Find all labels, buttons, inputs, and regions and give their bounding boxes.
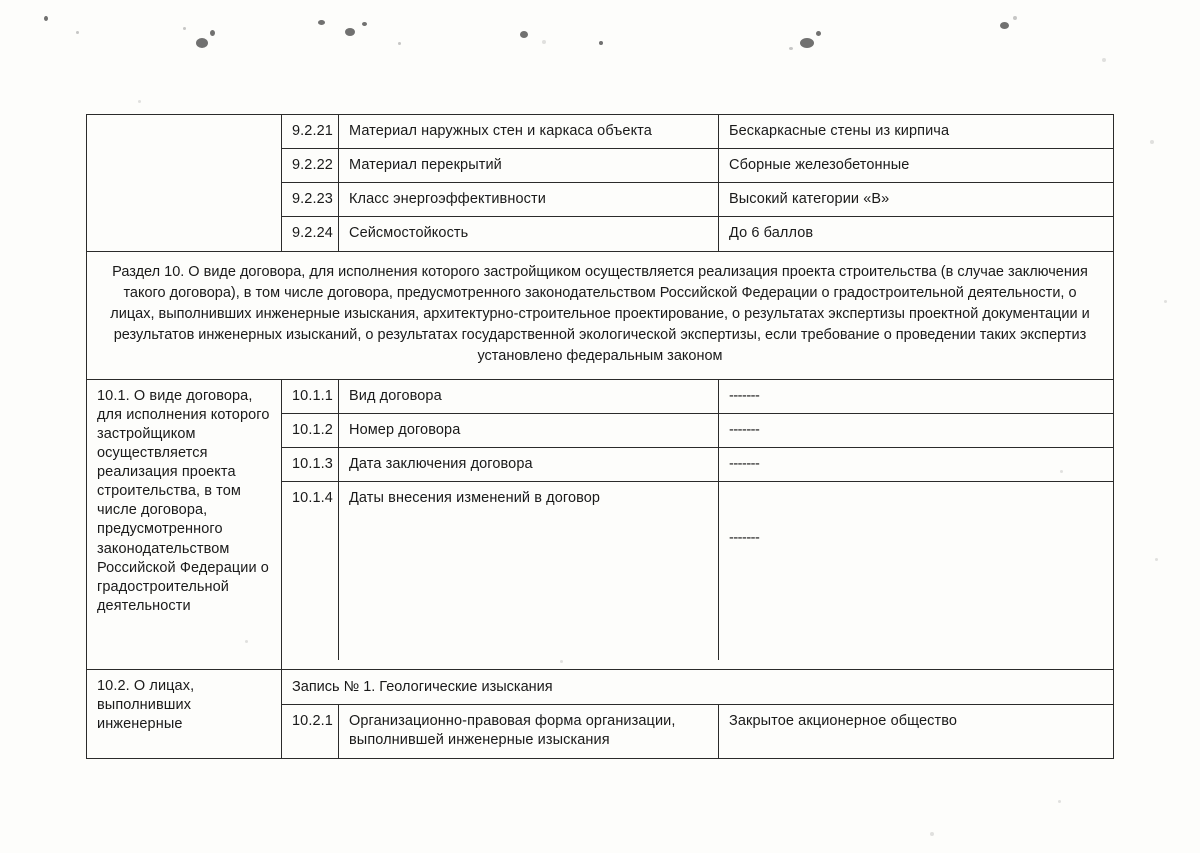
scan-speck	[1000, 22, 1009, 29]
row-name: Сейсмостойкость	[339, 217, 719, 250]
table-block-10-1	[87, 380, 1113, 670]
record-title: Запись № 1. Геологические изыскания	[292, 678, 553, 695]
block-10-2-label: 10.2. О лицах, выполнивших инженерные	[87, 670, 282, 758]
row-value: Высокий категории «В»	[729, 191, 890, 208]
table-row	[282, 448, 1113, 482]
scan-speck	[930, 832, 934, 836]
scan-speck	[138, 100, 141, 103]
scan-speck	[345, 28, 355, 36]
row-code: 10.1.4	[282, 482, 339, 660]
block-10-1-label: 10.1. О виде договора, для исполнения которого застройщиком осуществляется реализация проекта строительства, в том числе договора, предусмотренного законодательством Российской Федерации о градостроительной деятельности	[87, 380, 282, 669]
scan-speck	[1102, 58, 1106, 62]
row-code: 10.1.1	[282, 380, 339, 413]
scan-speck	[1150, 140, 1154, 144]
row-name: Материал наружных стен и каркаса объекта	[339, 115, 719, 148]
table-block-10-2	[87, 670, 1113, 759]
row-code: 9.2.22	[282, 149, 339, 182]
scan-speck	[1155, 558, 1158, 561]
row-value: -------	[729, 387, 760, 404]
scan-speck	[1164, 300, 1167, 303]
scan-speck	[1058, 800, 1061, 803]
table-row	[282, 414, 1113, 448]
row-name: Номер договора	[339, 414, 719, 447]
scan-speck	[210, 30, 215, 36]
record-title-row	[282, 670, 1113, 705]
row-value: Закрытое акционерное общество	[729, 712, 958, 729]
scan-speck	[599, 41, 603, 45]
table-row	[282, 217, 1113, 250]
scan-speck	[816, 31, 821, 36]
row-value: -------	[729, 529, 760, 546]
scan-speck	[542, 40, 546, 44]
table-row	[282, 115, 1113, 149]
row-value: До 6 баллов	[729, 225, 814, 242]
document-table	[86, 114, 1114, 759]
row-value: -------	[729, 421, 760, 438]
row-code: 10.1.2	[282, 414, 339, 447]
row-code: 9.2.23	[282, 183, 339, 216]
section-10-heading-row	[87, 252, 1113, 380]
row-code: 10.2.1	[282, 705, 339, 758]
row-code: 10.1.3	[282, 448, 339, 481]
rows-9-2	[282, 115, 1113, 251]
table-row	[282, 482, 1113, 660]
continuation-left-cell	[87, 115, 282, 251]
scan-speck	[362, 22, 367, 26]
row-code: 9.2.21	[282, 115, 339, 148]
scan-speck	[196, 38, 208, 48]
row-value: Сборные железобетонные	[729, 157, 910, 174]
scan-speck	[1013, 16, 1017, 20]
table-row	[282, 149, 1113, 183]
row-value: -------	[729, 455, 760, 472]
table-block-9-2	[87, 115, 1113, 252]
scan-speck	[76, 31, 79, 34]
scan-speck	[800, 38, 814, 48]
row-value: Бескаркасные стены из кирпича	[729, 123, 950, 139]
row-name: Организационно-правовая форма организации, выполнившей инженерные изыскания	[339, 705, 719, 758]
table-row	[282, 380, 1113, 414]
table-row	[282, 705, 1113, 758]
rows-10-2	[282, 670, 1113, 758]
scan-speck	[183, 27, 186, 30]
scan-speck	[789, 47, 793, 50]
rows-10-1	[282, 380, 1113, 669]
row-name: Материал перекрытий	[339, 149, 719, 182]
row-name: Дата заключения договора	[339, 448, 719, 481]
section-10-text: Раздел 10. О виде договора, для исполнения которого застройщиком осуществляется реализация проекта строительства (в случае заключения такого договора), в том числе договора, предусмотренного законодательством Российской Федерации о градостроительной деятельности, о лицах, выполнивших инженерные изыскания, архитектурно-строительное проектирование, о результатах экспертизы проектной документации и результатов инженерных изысканий, о результатах государственной экологической экспертизы, если требование о проведении таких экспертиз установлено федеральным законом	[110, 263, 1090, 364]
row-code: 9.2.24	[282, 217, 339, 250]
table-row	[282, 183, 1113, 217]
scan-speck	[318, 20, 325, 25]
row-name: Класс энергоэффективности	[339, 183, 719, 216]
row-name: Даты внесения изменений в договор	[339, 482, 719, 660]
scan-speck	[520, 31, 528, 38]
scan-speck	[398, 42, 401, 45]
scan-speck	[44, 16, 48, 21]
row-name: Вид договора	[339, 380, 719, 413]
